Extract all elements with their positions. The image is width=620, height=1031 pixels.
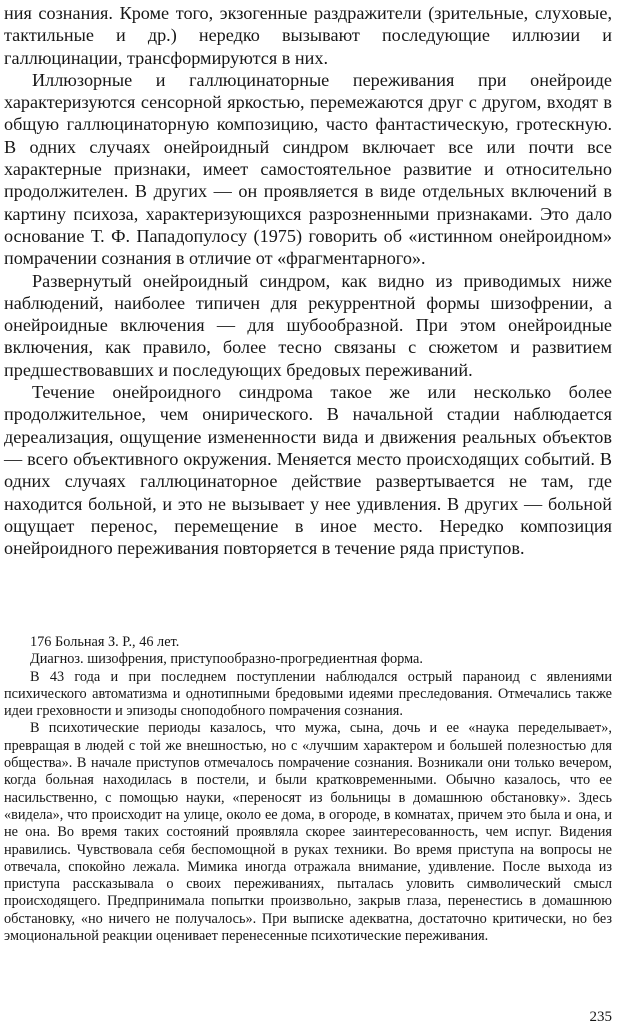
case-diagnosis: Диагноз. шизофрения, приступообразно-прогредиентная форма. xyxy=(30,651,423,668)
case-title: 176 Больная З. Р., 46 лет. xyxy=(30,634,180,650)
case-history: В 43 года и при последнем поступлении наблюдался острый параноид с явлениями психического автоматизма и однотипными бредовыми идеями преследования. Отмечались также идеи греховности и эпизоды сноподобного помрачения сознания. xyxy=(4,668,612,720)
case-description: В психотические периоды казалось, что мужа, сына, дочь и ее «наука переделывает», превращая в людей с той же внешностью, но с «лучшим характером и большей полезностью для общества». В начале приступов отмечалось помрачение сознания. Возникали они только вечером, когда больная находилась в постели, и были кратковременными. Обычно казалось, что ее насильственно, с помощью науки, «переносят из больницы в домашнюю обстановку». Здесь «видела», что происходит на улице, около ее дома, в огороде, в комнатах, причем это была и она, и не она. Во время таких состояний проявляла скорее заинтересованность, чем испуг. Видения нравились. Чувствовала себя беспомощной в руках техники. Во время приступа на вопросы не отвечала, спокойно лежала. Мимика иногда отражала внимание, удивление. После выхода из приступа рассказывала о своих переживаниях, пыталась уловить символический смысл происходящего. Предпринимала попытки произвольно, закрыв глаза, перенестись в домашнюю обстановку, «но ничего не получалось». При выписке адекватна, достаточно критически, но без эмоциональной реакции оценивает перенесенные психотические переживания. xyxy=(4,720,612,945)
page-number: 235 xyxy=(589,1009,612,1025)
case-report xyxy=(4,634,612,945)
paragraph-syndrome-course: Течение онейроидного синдрома такое же или несколько более продолжительное, чем онирического. В начальной стадии наблюдается дереализация, ощущение измененности вида и движения реальных объектов — всего объективного окружения. Меняется место происходящих событий. В одних случаях галлюцинаторное действие развертывается не там, где находится больной, и это не вызывает у нее удивления. В других — больной ощущает перенос, перемещение в иное место. Нередко композиция онейроидного переживания повторяется в течение ряда приступов. xyxy=(4,382,612,559)
paragraph-illusory-experiences: Иллюзорные и галлюцинаторные переживания при онейроиде характеризуются сенсорной яркостью, перемежаются друг с другом, входят в общую галлюцинаторную композицию, часто фантастическую, гротескную. В одних случаях онейроидный синдром включает все или почти все характерные признаки, имеет самостоятельное развитие и относительно продолжителен. В других — он проявляется в виде отдельных включений в картину психоза, характеризующихся разрозненными признаками. Это дало основание Т. Ф. Пападопулосу (1975) говорить об «истинном онейроидном» помрачении сознания в отличие от «фрагментарного». xyxy=(4,69,612,269)
main-text xyxy=(4,2,612,559)
paragraph-continuation: ния сознания. Кроме того, экзогенные раздражители (зрительные, слуховые, тактильные и др.) нередко вызывают последующие иллюзии и галлюцинации, трансформируются в них. xyxy=(4,3,612,68)
paragraph-developed-syndrome: Развернутый онейроидный синдром, как видно из приводимых ниже наблюдений, наиболее типичен для рекуррентной формы шизофрении, а онейроидные включения — для шубообразной. При этом онейроидные включения, как правило, более тесно связаны с сюжетом и развитием предшествовавших и последующих бредовых переживаний. xyxy=(4,270,612,380)
